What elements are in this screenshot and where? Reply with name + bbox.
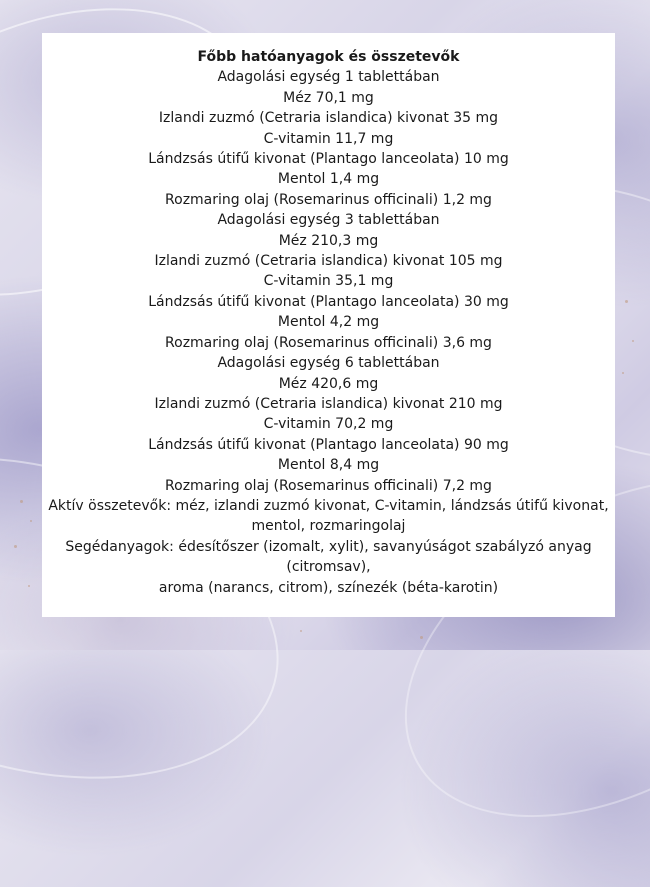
- gold-speckle: [30, 520, 32, 522]
- ingredient-line: Lándzsás útifű kivonat (Plantago lanceolata) 30 mg: [148, 293, 509, 310]
- ingredient-line: Adagolási egység 1 tablettában: [217, 69, 440, 86]
- ingredient-line: Méz 210,3 mg: [278, 232, 379, 249]
- ingredient-line: Lándzsás útifű kivonat (Plantago lanceolata) 90 mg: [148, 436, 509, 453]
- ingredients-card: [42, 33, 615, 617]
- gold-speckle: [28, 585, 30, 587]
- ingredient-line: C-vitamin 35,1 mg: [263, 273, 394, 290]
- gold-speckle: [20, 500, 23, 503]
- ingredient-line: Adagolási egység 3 tablettában: [217, 212, 440, 229]
- gold-speckle: [420, 636, 423, 639]
- ingredient-line: Aktív összetevők: méz, izlandi zuzmó kivonat, C-vitamin, lándzsás útifű kivonat,: [48, 497, 609, 514]
- ingredient-line: Mentol 8,4 mg: [277, 457, 380, 474]
- ingredient-line: aroma (narancs, citrom), színezék (béta-karotin): [158, 579, 499, 596]
- ingredient-line: Rozmaring olaj (Rosemarinus officinali) 7,2 mg: [165, 477, 492, 494]
- ingredient-line: Mentol 4,2 mg: [277, 314, 380, 331]
- ingredient-line: Rozmaring olaj (Rosemarinus officinali) 1,2 mg: [165, 191, 492, 208]
- ingredient-line: Izlandi zuzmó (Cetraria islandica) kivonat 210 mg: [154, 395, 503, 412]
- ingredient-line: Izlandi zuzmó (Cetraria islandica) kivonat 105 mg: [154, 253, 503, 270]
- gold-speckle: [632, 340, 634, 342]
- gold-speckle: [14, 545, 17, 548]
- ingredient-line: Méz 420,6 mg: [278, 375, 379, 392]
- ingredient-line: Izlandi zuzmó (Cetraria islandica) kivonat 35 mg: [158, 110, 499, 127]
- ingredients-text: [42, 47, 615, 598]
- ingredient-line: C-vitamin 70,2 mg: [263, 416, 394, 433]
- ingredient-line: Mentol 1,4 mg: [277, 171, 380, 188]
- ingredient-line: C-vitamin 11,7 mg: [263, 130, 394, 147]
- ingredient-line: Lándzsás útifű kivonat (Plantago lanceolata) 10 mg: [148, 151, 509, 168]
- ingredient-line: Méz 70,1 mg: [283, 89, 374, 106]
- ingredients-title: Főbb hatóanyagok és összetevők: [197, 49, 460, 65]
- ingredient-line: Rozmaring olaj (Rosemarinus officinali) 3,6 mg: [165, 334, 492, 351]
- gold-speckle: [300, 630, 302, 632]
- ingredient-line: mentol, rozmaringolaj: [251, 518, 406, 535]
- gold-speckle: [625, 300, 628, 303]
- ingredient-line: Segédanyagok: édesítőszer (izomalt, xylit), savanyúságot szabályzó anyag (citromsav),: [65, 538, 597, 576]
- ingredient-line: Adagolási egység 6 tablettában: [217, 355, 440, 372]
- gold-speckle: [622, 372, 624, 374]
